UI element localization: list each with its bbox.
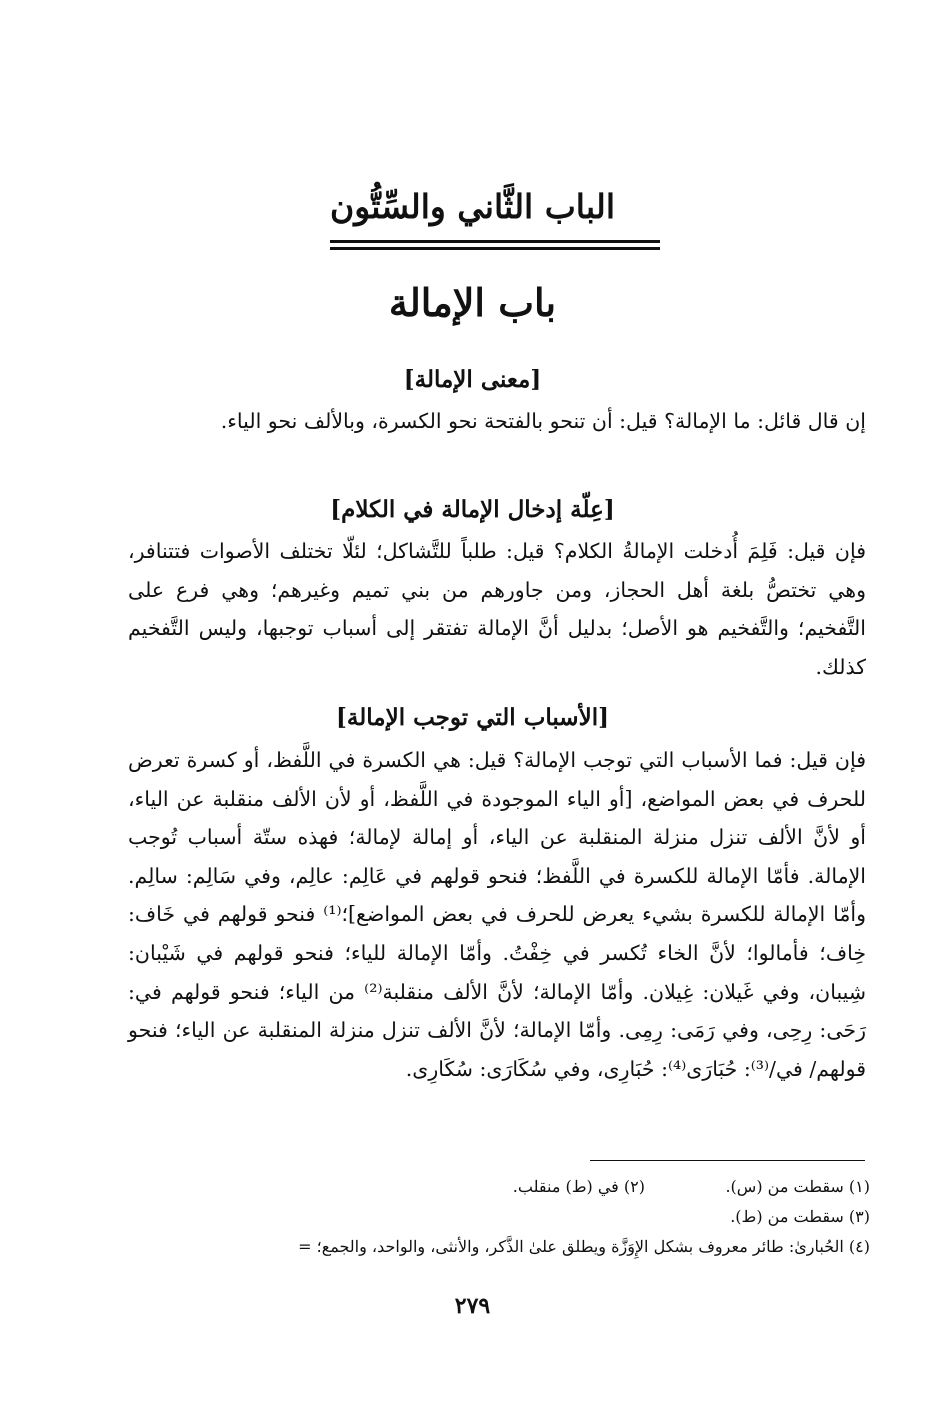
divider-rule-bottom	[330, 247, 660, 250]
footnote-2: (٢) في (ط) منقلب.	[512, 1177, 645, 1196]
section-title: باب الإمالة	[388, 280, 557, 325]
footnotes	[100, 1172, 870, 1262]
section-heading-causes: [الأسباب التي توجب الإمالة]	[336, 704, 609, 731]
chapter-title: الباب الثَّاني والسِّتُّون	[329, 187, 616, 226]
paragraph-meaning	[128, 402, 866, 441]
footnote-3: (٣) سقطت من (ط).	[730, 1207, 870, 1226]
paragraph-text: فإن قيل: فَلِمَ أُدخلت الإمالةُ الكلام؟ قيل: طلباً للتَّشاكل؛ لئلّا تختلف الأصوات فتتنافر، وهي تختصُّ بلغة أهل الحجاز، ومن جاورهم من بني تميم وغيرهم؛ وهي فرع على التَّفخيم؛ والتَّفخيم هو الأصل؛ بدليل أنَّ الإمالة تفتقر إلى أسباب توجبها، وليس التَّفخيم كذلك.	[128, 539, 866, 679]
footnote-separator	[590, 1160, 865, 1161]
footnote-row	[100, 1232, 870, 1262]
footnote-row	[100, 1172, 870, 1202]
section-heading-meaning: [معنى الإمالة]	[403, 366, 542, 393]
section-heading-reason: [عِلّة إدخال الإمالة في الكلام]	[330, 496, 615, 523]
paragraph-text: إن قال قائل: ما الإمالة؟ قيل: أن تنحو بالفتحة نحو الكسرة، وبالألف نحو الياء.	[220, 409, 866, 433]
footnote-row	[100, 1202, 870, 1232]
paragraph-causes	[128, 741, 866, 1088]
paragraph-text: فإن قيل: فما الأسباب التي توجب الإمالة؟ قيل: هي الكسرة في اللَّفظ، أو كسرة تعرض للحرف في بعض المواضع، [أو الياء الموجودة في اللَّفظ، أو لأن الألف منقلبة عن الياء، أو لأنَّ الألف تنزل منزلة المنقلبة عن الياء، أو إمالة لإمالة؛ فهذه ستّة أسباب تُوجب الإمالة. فأمّا الإمالة للكسرة في اللَّفظ؛ فنحو قولهم في عَالِم: عالِم، وفي سَالِم: سالِم. وأمّا الإمالة للكسرة بشيء يعرض للحرف في بعض المواضع]؛⁽¹⁾ فنحو قولهم في خَاف: خِاف؛ فأمالوا؛ لأنَّ الخاء تُكسر في خِفْتُ. وأمّا الإمالة للياء؛ فنحو قولهم في شَيْبان: شِيبان، وفي غَيلان: غِيلان. وأمّا الإمالة؛ لأنَّ الألف منقلبة⁽²⁾ من الياء؛ فنحو قولهم في: رَحَى: رِحِى، وفي رَمَى: رِمِى. وأمّا الإمالة؛ لأنَّ الألف تنزل منزلة المنقلبة عن الياء؛ فنحو قولهم/ في/⁽³⁾: حُبَارَى⁽⁴⁾: حُبَارِى، وفي سُكَارَى: سُكَارِى.	[128, 748, 866, 1081]
paragraph-reason	[128, 532, 866, 686]
footnote-1: (١) سقطت من (س).	[725, 1177, 870, 1196]
page-number: ٢٧٩	[454, 1293, 491, 1319]
footnote-4: (٤) الحُبارىٰ: طائر معروف بشكل الإِوَزَّة ويطلق علىٰ الذَّكر، والأنثى، والواحد، والجمع؛ =	[298, 1237, 870, 1256]
divider-rule-top	[330, 240, 660, 243]
